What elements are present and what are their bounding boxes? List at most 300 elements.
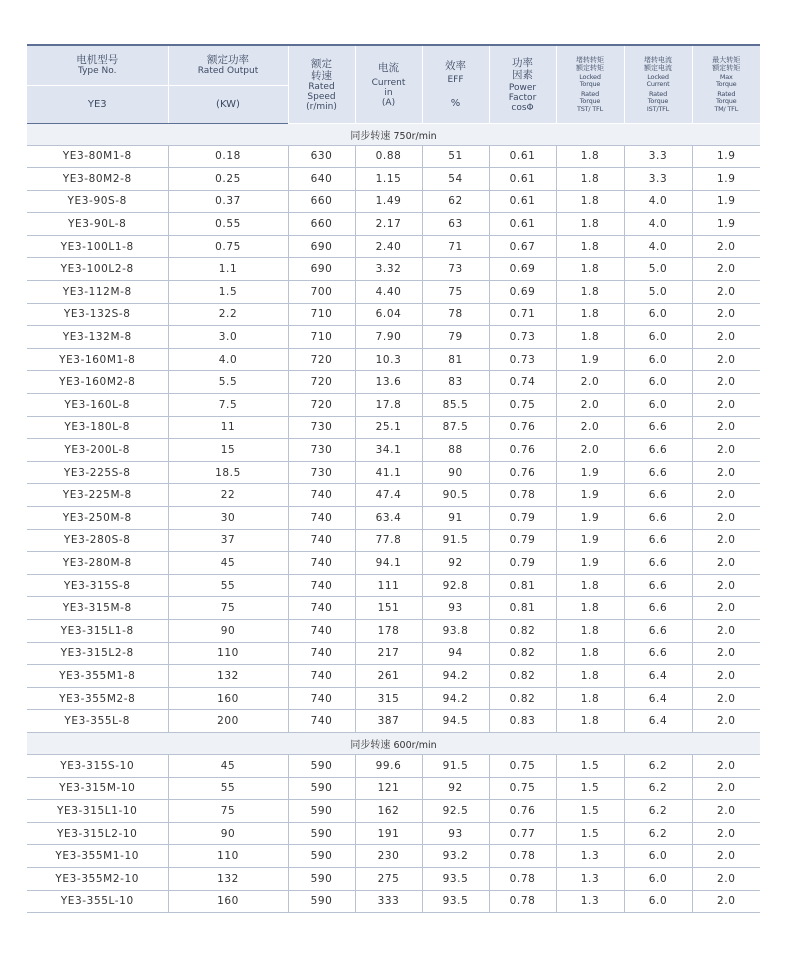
cell-power-factor: 0.69 (489, 281, 556, 304)
cell-type-no: YE3-315S-8 (27, 574, 168, 597)
cell-max-torque-ratio: 2.0 (692, 439, 760, 462)
cell-max-torque-ratio: 2.0 (692, 777, 760, 800)
cell-current: 275 (355, 867, 422, 890)
cell-rated-output: 132 (168, 665, 288, 688)
cell-current: 10.3 (355, 348, 422, 371)
cell-locked-current-ratio: 6.0 (624, 845, 692, 868)
cell-efficiency: 94.2 (422, 687, 489, 710)
cell-rated-speed: 590 (288, 867, 355, 890)
cell-locked-current-ratio: 6.6 (624, 439, 692, 462)
cell-rated-output: 90 (168, 822, 288, 845)
cell-locked-current-ratio: 6.0 (624, 326, 692, 349)
cell-locked-torque-ratio: 1.8 (556, 190, 624, 213)
cell-power-factor: 0.82 (489, 665, 556, 688)
cell-type-no: YE3-100L1-8 (27, 235, 168, 258)
cell-type-no: YE3-355M1-10 (27, 845, 168, 868)
cell-type-no: YE3-315M-8 (27, 597, 168, 620)
cell-rated-speed: 740 (288, 484, 355, 507)
cell-power-factor: 0.83 (489, 710, 556, 733)
cell-rated-output: 37 (168, 529, 288, 552)
cell-current: 333 (355, 890, 422, 913)
cell-rated-speed: 740 (288, 665, 355, 688)
cell-type-no: YE3-160M2-8 (27, 371, 168, 394)
cell-rated-speed: 740 (288, 529, 355, 552)
cell-type-no: YE3-355M1-8 (27, 665, 168, 688)
cell-rated-speed: 660 (288, 213, 355, 236)
cell-efficiency: 92 (422, 552, 489, 575)
cell-power-factor: 0.74 (489, 371, 556, 394)
cell-rated-speed: 720 (288, 348, 355, 371)
cell-rated-output: 15 (168, 439, 288, 462)
cell-type-no: YE3-355L-10 (27, 890, 168, 913)
cell-locked-current-ratio: 6.4 (624, 710, 692, 733)
cell-current: 387 (355, 710, 422, 733)
cell-efficiency: 92 (422, 777, 489, 800)
cell-max-torque-ratio: 1.9 (692, 168, 760, 191)
cell-type-no: YE3-250M-8 (27, 507, 168, 530)
section-title-speed: 600r/min (393, 739, 437, 751)
cell-locked-torque-ratio: 1.8 (556, 710, 624, 733)
cell-max-torque-ratio: 2.0 (692, 665, 760, 688)
cell-rated-speed: 690 (288, 258, 355, 281)
table-row (27, 168, 760, 191)
cell-rated-output: 55 (168, 777, 288, 800)
cell-max-torque-ratio: 2.0 (692, 303, 760, 326)
cell-max-torque-ratio: 2.0 (692, 619, 760, 642)
section-title-speed: 750r/min (393, 130, 437, 142)
cell-efficiency: 93.2 (422, 845, 489, 868)
cell-type-no: YE3-80M2-8 (27, 168, 168, 191)
cell-power-factor: 0.76 (489, 800, 556, 823)
cell-max-torque-ratio: 2.0 (692, 258, 760, 281)
cell-max-torque-ratio: 1.9 (692, 213, 760, 236)
cell-rated-output: 45 (168, 552, 288, 575)
table-row (27, 619, 760, 642)
cell-efficiency: 93.5 (422, 890, 489, 913)
header-rated-speed: 额定 转速 Rated Speed (r/min) (288, 45, 355, 123)
cell-efficiency: 79 (422, 326, 489, 349)
cell-type-no: YE3-160L-8 (27, 394, 168, 417)
cell-type-no: YE3-315L1-10 (27, 800, 168, 823)
cell-current: 17.8 (355, 394, 422, 417)
cell-rated-speed: 590 (288, 800, 355, 823)
cell-locked-current-ratio: 6.2 (624, 822, 692, 845)
cell-current: 261 (355, 665, 422, 688)
cell-max-torque-ratio: 2.0 (692, 281, 760, 304)
table-row (27, 190, 760, 213)
motor-spec-table (27, 44, 760, 913)
cell-efficiency: 93 (422, 822, 489, 845)
cell-current: 315 (355, 687, 422, 710)
cell-locked-current-ratio: 5.0 (624, 258, 692, 281)
cell-current: 230 (355, 845, 422, 868)
cell-locked-current-ratio: 6.6 (624, 529, 692, 552)
cell-power-factor: 0.71 (489, 303, 556, 326)
cell-rated-speed: 590 (288, 754, 355, 777)
cell-locked-torque-ratio: 1.5 (556, 754, 624, 777)
cell-power-factor: 0.78 (489, 890, 556, 913)
cell-type-no: YE3-160M1-8 (27, 348, 168, 371)
cell-current: 217 (355, 642, 422, 665)
cell-current: 191 (355, 822, 422, 845)
cell-current: 77.8 (355, 529, 422, 552)
table-row (27, 890, 760, 913)
cell-power-factor: 0.78 (489, 867, 556, 890)
cell-locked-current-ratio: 6.6 (624, 574, 692, 597)
cell-locked-current-ratio: 4.0 (624, 190, 692, 213)
header-max-torque-ratio: 最大转矩 额定转矩 Max Torque Rated Torque TM/ TFL (692, 45, 760, 123)
cell-type-no: YE3-315L1-8 (27, 619, 168, 642)
table-row (27, 845, 760, 868)
cell-locked-torque-ratio: 2.0 (556, 416, 624, 439)
header-output-unit: (KW) (168, 85, 288, 123)
table-row (27, 529, 760, 552)
cell-rated-speed: 740 (288, 710, 355, 733)
cell-efficiency: 91 (422, 507, 489, 530)
cell-current: 99.6 (355, 754, 422, 777)
cell-current: 1.15 (355, 168, 422, 191)
table-row (27, 281, 760, 304)
cell-current: 162 (355, 800, 422, 823)
cell-rated-output: 11 (168, 416, 288, 439)
cell-power-factor: 0.82 (489, 687, 556, 710)
cell-locked-current-ratio: 6.2 (624, 800, 692, 823)
cell-efficiency: 94 (422, 642, 489, 665)
cell-rated-speed: 710 (288, 303, 355, 326)
cell-locked-torque-ratio: 1.8 (556, 303, 624, 326)
cell-type-no: YE3-315L2-10 (27, 822, 168, 845)
cell-locked-current-ratio: 6.2 (624, 754, 692, 777)
cell-max-torque-ratio: 2.0 (692, 371, 760, 394)
cell-rated-output: 55 (168, 574, 288, 597)
cell-rated-output: 0.25 (168, 168, 288, 191)
cell-efficiency: 94.5 (422, 710, 489, 733)
cell-locked-torque-ratio: 2.0 (556, 439, 624, 462)
cell-current: 63.4 (355, 507, 422, 530)
table-row (27, 777, 760, 800)
header-type-no: 电机型号 Type No. (27, 45, 168, 85)
cell-max-torque-ratio: 2.0 (692, 754, 760, 777)
cell-locked-torque-ratio: 1.3 (556, 867, 624, 890)
cell-power-factor: 0.75 (489, 394, 556, 417)
cell-locked-current-ratio: 6.0 (624, 303, 692, 326)
cell-rated-speed: 730 (288, 461, 355, 484)
cell-current: 6.04 (355, 303, 422, 326)
cell-power-factor: 0.79 (489, 552, 556, 575)
table-row (27, 303, 760, 326)
cell-locked-torque-ratio: 1.9 (556, 507, 624, 530)
cell-current: 1.49 (355, 190, 422, 213)
cell-type-no: YE3-100L2-8 (27, 258, 168, 281)
table-header (27, 45, 760, 123)
table-row (27, 484, 760, 507)
cell-rated-output: 3.0 (168, 326, 288, 349)
cell-efficiency: 73 (422, 258, 489, 281)
cell-rated-speed: 590 (288, 890, 355, 913)
cell-efficiency: 88 (422, 439, 489, 462)
header-efficiency: 效率 EFF % (422, 45, 489, 123)
cell-locked-torque-ratio: 1.8 (556, 281, 624, 304)
section-header-row (27, 123, 760, 145)
cell-efficiency: 94.2 (422, 665, 489, 688)
header-rated-output: 额定功率 Rated Output (168, 45, 288, 85)
cell-power-factor: 0.75 (489, 777, 556, 800)
cell-max-torque-ratio: 2.0 (692, 461, 760, 484)
cell-max-torque-ratio: 2.0 (692, 348, 760, 371)
table-body (27, 123, 760, 913)
cell-rated-output: 0.18 (168, 145, 288, 168)
cell-locked-torque-ratio: 1.8 (556, 619, 624, 642)
cell-power-factor: 0.61 (489, 145, 556, 168)
cell-current: 41.1 (355, 461, 422, 484)
cell-rated-speed: 740 (288, 687, 355, 710)
cell-locked-current-ratio: 3.3 (624, 145, 692, 168)
cell-rated-output: 7.5 (168, 394, 288, 417)
cell-power-factor: 0.67 (489, 235, 556, 258)
cell-rated-speed: 740 (288, 552, 355, 575)
cell-type-no: YE3-112M-8 (27, 281, 168, 304)
cell-efficiency: 93 (422, 597, 489, 620)
cell-locked-torque-ratio: 2.0 (556, 394, 624, 417)
cell-locked-current-ratio: 6.6 (624, 597, 692, 620)
cell-locked-torque-ratio: 1.9 (556, 461, 624, 484)
cell-locked-current-ratio: 6.0 (624, 348, 692, 371)
cell-rated-output: 90 (168, 619, 288, 642)
cell-rated-speed: 730 (288, 439, 355, 462)
cell-locked-current-ratio: 6.0 (624, 890, 692, 913)
table-row (27, 235, 760, 258)
cell-type-no: YE3-315M-10 (27, 777, 168, 800)
table-row (27, 371, 760, 394)
cell-rated-speed: 720 (288, 371, 355, 394)
table-row (27, 710, 760, 733)
cell-locked-torque-ratio: 1.3 (556, 890, 624, 913)
cell-locked-torque-ratio: 1.9 (556, 552, 624, 575)
cell-current: 4.40 (355, 281, 422, 304)
table-row (27, 687, 760, 710)
cell-locked-current-ratio: 3.3 (624, 168, 692, 191)
table-row (27, 507, 760, 530)
cell-type-no: YE3-200L-8 (27, 439, 168, 462)
cell-locked-torque-ratio: 1.8 (556, 665, 624, 688)
cell-rated-output: 160 (168, 687, 288, 710)
cell-max-torque-ratio: 2.0 (692, 867, 760, 890)
cell-rated-speed: 740 (288, 619, 355, 642)
cell-rated-speed: 660 (288, 190, 355, 213)
cell-locked-torque-ratio: 1.8 (556, 213, 624, 236)
cell-locked-torque-ratio: 1.8 (556, 597, 624, 620)
cell-locked-torque-ratio: 1.8 (556, 642, 624, 665)
cell-max-torque-ratio: 2.0 (692, 574, 760, 597)
cell-locked-torque-ratio: 1.8 (556, 145, 624, 168)
cell-locked-current-ratio: 6.6 (624, 552, 692, 575)
cell-efficiency: 90 (422, 461, 489, 484)
cell-power-factor: 0.61 (489, 190, 556, 213)
table-row (27, 642, 760, 665)
cell-rated-output: 75 (168, 597, 288, 620)
cell-locked-current-ratio: 6.4 (624, 687, 692, 710)
cell-efficiency: 93.5 (422, 867, 489, 890)
cell-current: 2.17 (355, 213, 422, 236)
cell-current: 94.1 (355, 552, 422, 575)
cell-max-torque-ratio: 2.0 (692, 822, 760, 845)
cell-type-no: YE3-280M-8 (27, 552, 168, 575)
cell-locked-torque-ratio: 1.8 (556, 235, 624, 258)
cell-locked-torque-ratio: 1.9 (556, 348, 624, 371)
cell-type-no: YE3-90L-8 (27, 213, 168, 236)
cell-type-no: YE3-80M1-8 (27, 145, 168, 168)
cell-rated-speed: 590 (288, 845, 355, 868)
cell-power-factor: 0.82 (489, 642, 556, 665)
cell-max-torque-ratio: 1.9 (692, 190, 760, 213)
cell-type-no: YE3-180L-8 (27, 416, 168, 439)
section-header-row (27, 732, 760, 754)
cell-efficiency: 91.5 (422, 529, 489, 552)
cell-max-torque-ratio: 2.0 (692, 687, 760, 710)
table-row (27, 800, 760, 823)
cell-power-factor: 0.82 (489, 619, 556, 642)
cell-locked-current-ratio: 6.0 (624, 867, 692, 890)
cell-current: 0.88 (355, 145, 422, 168)
cell-type-no: YE3-132M-8 (27, 326, 168, 349)
cell-locked-current-ratio: 6.6 (624, 484, 692, 507)
header-power-factor: 功率 因素 Power Factor cosΦ (489, 45, 556, 123)
cell-rated-output: 30 (168, 507, 288, 530)
cell-locked-torque-ratio: 1.5 (556, 777, 624, 800)
cell-rated-output: 110 (168, 845, 288, 868)
table-row (27, 439, 760, 462)
cell-current: 3.32 (355, 258, 422, 281)
cell-power-factor: 0.79 (489, 529, 556, 552)
cell-power-factor: 0.78 (489, 845, 556, 868)
cell-rated-output: 2.2 (168, 303, 288, 326)
cell-efficiency: 62 (422, 190, 489, 213)
cell-efficiency: 54 (422, 168, 489, 191)
cell-max-torque-ratio: 2.0 (692, 235, 760, 258)
cell-rated-output: 200 (168, 710, 288, 733)
cell-max-torque-ratio: 1.9 (692, 145, 760, 168)
table-row (27, 574, 760, 597)
cell-locked-current-ratio: 6.6 (624, 507, 692, 530)
cell-rated-speed: 700 (288, 281, 355, 304)
cell-locked-torque-ratio: 1.5 (556, 822, 624, 845)
cell-power-factor: 0.76 (489, 439, 556, 462)
section-title-cn: 同步转速 (350, 739, 391, 751)
header-current: 电流 Current in (A) (355, 45, 422, 123)
cell-current: 151 (355, 597, 422, 620)
cell-type-no: YE3-132S-8 (27, 303, 168, 326)
cell-rated-speed: 590 (288, 822, 355, 845)
table-row (27, 867, 760, 890)
cell-rated-speed: 630 (288, 145, 355, 168)
cell-efficiency: 71 (422, 235, 489, 258)
table-row (27, 145, 760, 168)
cell-rated-speed: 720 (288, 394, 355, 417)
table-row (27, 326, 760, 349)
table-row (27, 754, 760, 777)
cell-efficiency: 51 (422, 145, 489, 168)
cell-power-factor: 0.77 (489, 822, 556, 845)
cell-current: 2.40 (355, 235, 422, 258)
cell-rated-speed: 730 (288, 416, 355, 439)
cell-locked-current-ratio: 6.0 (624, 371, 692, 394)
cell-type-no: YE3-355M2-10 (27, 867, 168, 890)
table-row (27, 552, 760, 575)
cell-max-torque-ratio: 2.0 (692, 710, 760, 733)
cell-efficiency: 92.8 (422, 574, 489, 597)
cell-locked-current-ratio: 6.4 (624, 665, 692, 688)
cell-max-torque-ratio: 2.0 (692, 597, 760, 620)
cell-locked-current-ratio: 6.6 (624, 461, 692, 484)
cell-power-factor: 0.76 (489, 461, 556, 484)
cell-rated-output: 1.1 (168, 258, 288, 281)
cell-rated-speed: 740 (288, 597, 355, 620)
cell-efficiency: 93.8 (422, 619, 489, 642)
cell-efficiency: 78 (422, 303, 489, 326)
cell-max-torque-ratio: 2.0 (692, 642, 760, 665)
cell-efficiency: 87.5 (422, 416, 489, 439)
cell-locked-torque-ratio: 1.9 (556, 529, 624, 552)
cell-current: 178 (355, 619, 422, 642)
cell-type-no: YE3-225M-8 (27, 484, 168, 507)
cell-power-factor: 0.61 (489, 168, 556, 191)
cell-power-factor: 0.79 (489, 507, 556, 530)
cell-power-factor: 0.75 (489, 754, 556, 777)
cell-locked-torque-ratio: 1.3 (556, 845, 624, 868)
cell-max-torque-ratio: 2.0 (692, 484, 760, 507)
cell-locked-torque-ratio: 1.8 (556, 326, 624, 349)
cell-power-factor: 0.61 (489, 213, 556, 236)
cell-current: 34.1 (355, 439, 422, 462)
table-row (27, 213, 760, 236)
cell-type-no: YE3-315S-10 (27, 754, 168, 777)
cell-current: 47.4 (355, 484, 422, 507)
table-row (27, 416, 760, 439)
table-row (27, 258, 760, 281)
cell-efficiency: 91.5 (422, 754, 489, 777)
cell-power-factor: 0.73 (489, 326, 556, 349)
cell-efficiency: 63 (422, 213, 489, 236)
cell-rated-speed: 740 (288, 507, 355, 530)
cell-rated-output: 75 (168, 800, 288, 823)
cell-locked-torque-ratio: 1.8 (556, 687, 624, 710)
cell-efficiency: 81 (422, 348, 489, 371)
table-row (27, 822, 760, 845)
cell-current: 7.90 (355, 326, 422, 349)
cell-type-no: YE3-225S-8 (27, 461, 168, 484)
cell-power-factor: 0.81 (489, 574, 556, 597)
cell-rated-output: 1.5 (168, 281, 288, 304)
cell-max-torque-ratio: 2.0 (692, 326, 760, 349)
cell-max-torque-ratio: 2.0 (692, 394, 760, 417)
cell-locked-torque-ratio: 1.5 (556, 800, 624, 823)
cell-power-factor: 0.76 (489, 416, 556, 439)
cell-max-torque-ratio: 2.0 (692, 845, 760, 868)
cell-efficiency: 75 (422, 281, 489, 304)
cell-locked-torque-ratio: 1.9 (556, 484, 624, 507)
cell-rated-speed: 740 (288, 574, 355, 597)
section-title-cn: 同步转速 (350, 130, 391, 142)
cell-current: 25.1 (355, 416, 422, 439)
cell-max-torque-ratio: 2.0 (692, 507, 760, 530)
cell-rated-output: 110 (168, 642, 288, 665)
table-row (27, 665, 760, 688)
cell-power-factor: 0.78 (489, 484, 556, 507)
section-title (27, 123, 760, 145)
cell-locked-current-ratio: 6.0 (624, 394, 692, 417)
cell-power-factor: 0.73 (489, 348, 556, 371)
cell-current: 13.6 (355, 371, 422, 394)
